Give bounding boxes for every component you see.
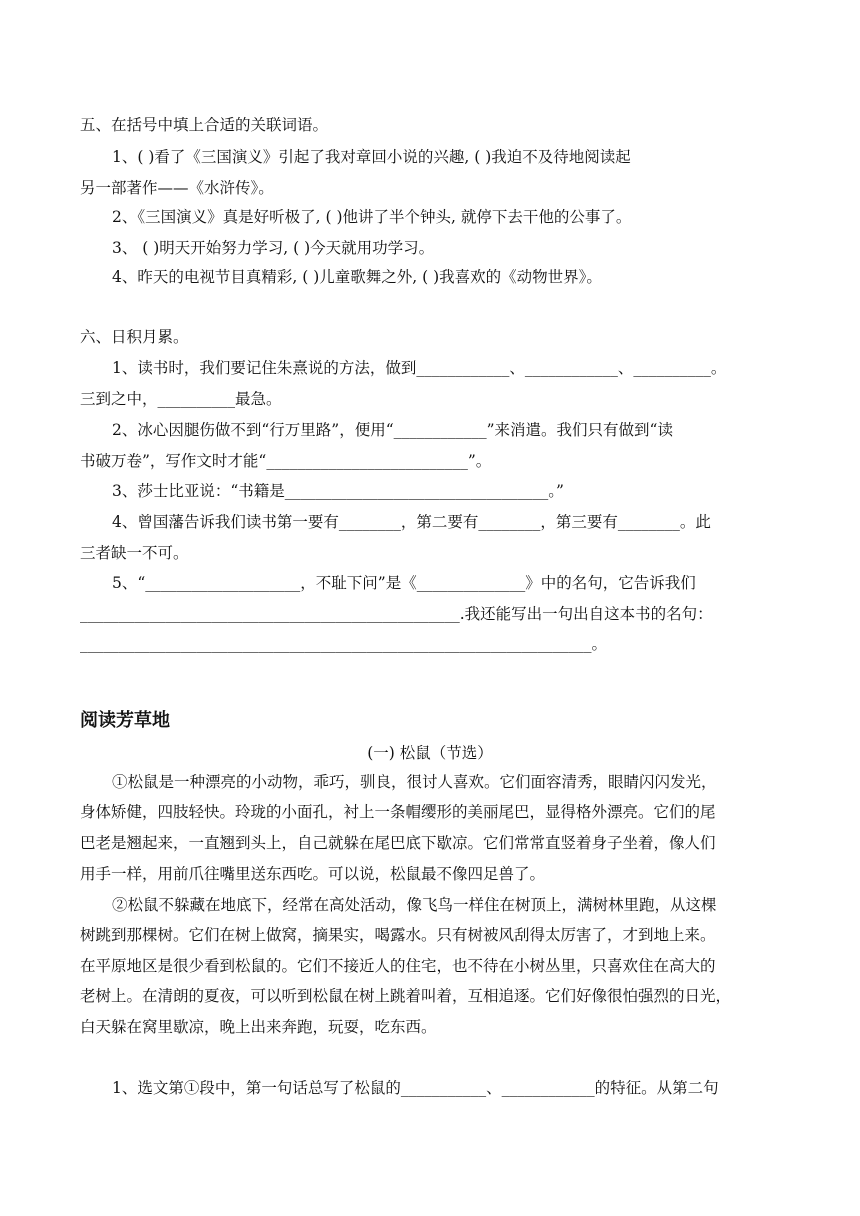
section6-line: 三者缺一不可。: [80, 544, 189, 562]
section6-line: 4、曾国藩告诉我们读书第一要有________，第二要有________，第三要有________。此: [112, 513, 711, 531]
question-1: 1、选文第①段中，第一句话总写了松鼠的___________、____________的特征。从第二句: [112, 1079, 719, 1097]
section5-line: 4、昨天的电视节目真精彩, ( )儿童歌舞之外, ( )我喜欢的《动物世界》。: [112, 268, 602, 286]
passage-line: 白天躲在窝里歇凉，晚上出来奔跑，玩耍，吃东西。: [80, 1018, 437, 1036]
passage-line: 身体矫健，四肢轻快。玲珑的小面孔，衬上一条帽缨形的美丽尾巴，显得格外漂亮。它们的尾: [80, 803, 716, 821]
passage-line: ②松鼠不躲藏在地底下，经常在高处活动，像飞鸟一样住在树顶上，满树林里跑，从这棵: [112, 896, 717, 914]
passage-line: 巴老是翘起来，一直翘到头上，自己就躲在尾巴底下歇凉。它们常常直竖着身子坐着，像人们: [80, 834, 716, 852]
section5-line: 3、 ( )明天开始努力学习, ( )今天就用功学习。: [112, 239, 435, 257]
section5-line: 2、《三国演义》真是好听极了, ( )他讲了半个钟头, 就停下去干他的公事了。: [112, 208, 632, 226]
section6-line: 3、莎士比亚说：“书籍是__________________________________。”: [112, 482, 564, 500]
section6-line: 三到之中，__________最急。: [80, 390, 282, 408]
passage-line: 在平原地区是很少看到松鼠的。它们不接近人的住宅，也不待在小树丛里，只喜欢住在高大的: [80, 957, 716, 975]
section6-line: 1、读书时，我们要记住朱熹说的方法，做到____________、____________、__________。: [112, 359, 727, 377]
section6-title: 六、日积月累。: [80, 328, 189, 346]
section5-line: 另一部著作——《水浒传》。: [80, 179, 274, 197]
section6-line: 5、“____________________，不耻下问”是《______________》中的名句，它告诉我们: [112, 574, 696, 592]
section6-line: 书破万卷”，写作文时才能“__________________________”。: [80, 452, 492, 470]
passage-line: 用手一样，用前爪往嘴里送东西吃。可以说，松鼠最不像四足兽了。: [80, 865, 546, 883]
section6-line: 2、冰心因腿伤做不到“行万里路”，便用“____________”来消遣。我们只有做到“读: [112, 421, 673, 439]
passage-line: 老树上。在清朗的夏夜，可以听到松鼠在树上跳着叫着，互相追逐。它们好像很怕强烈的日光，: [80, 987, 732, 1005]
section6-line: _________________________________________________.我还能写出一句出自这本书的名句：: [80, 605, 713, 623]
passage-line: ①松鼠是一种漂亮的小动物，乖巧，驯良，很讨人喜欢。它们面容清秀，眼睛闪闪发光，: [112, 773, 717, 791]
passage-line: 树跳到那棵树。它们在树上做窝，摘果实，喝露水。只有树被风刮得太厉害了，才到地上来。: [80, 926, 716, 944]
section6-line: __________________________________________________________________。: [80, 635, 608, 653]
passage-title: (一) 松鼠（节选）: [367, 744, 493, 762]
section5-line: 1、( )看了《三国演义》引起了我对章回小说的兴趣, ( )我迫不及待地阅读起: [112, 148, 631, 166]
reading-heading: 阅读芳草地: [80, 710, 170, 731]
section5-title: 五、在括号中填上合适的关联词语。: [80, 116, 329, 134]
